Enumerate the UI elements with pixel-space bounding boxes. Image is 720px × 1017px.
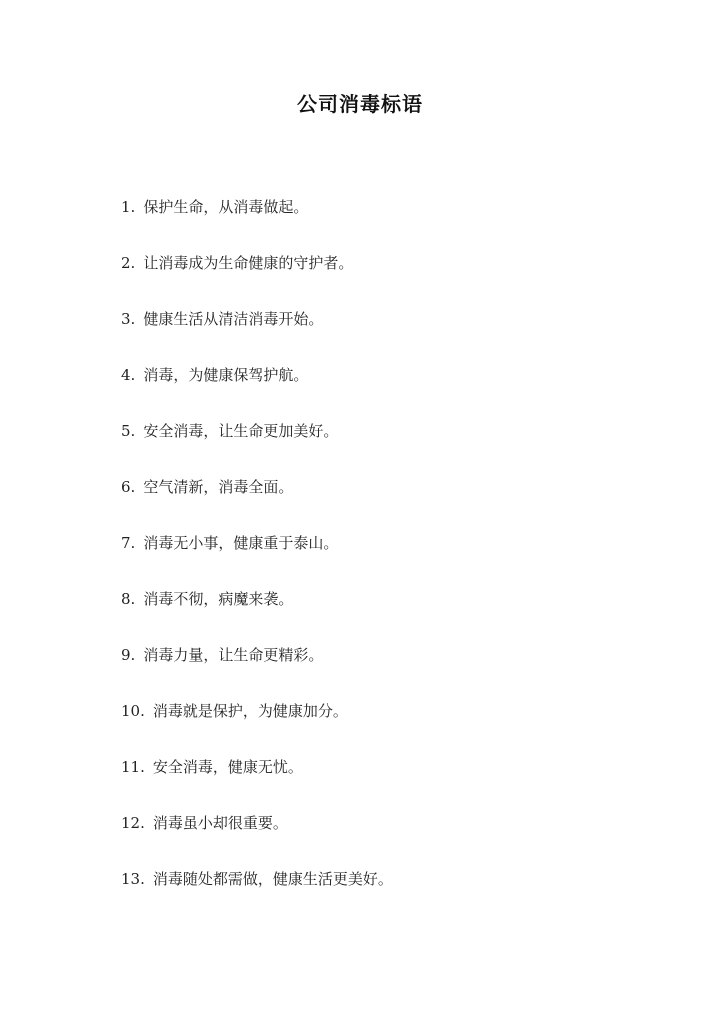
list-item [121,533,393,589]
list-item [121,645,393,701]
list-item-text: 消毒随处都需做，健康生活更美好。 [152,870,393,888]
list-item-number: 1. [121,198,136,216]
list-item-number: 7. [121,534,136,552]
list-item [121,365,393,421]
list-item [121,813,393,869]
list-item-number: 10. [121,702,145,720]
list-item-text: 消毒虽小却很重要。 [152,814,288,832]
list-item [121,197,393,253]
list-item-number: 5. [121,422,136,440]
page-title: 公司消毒标语 [297,92,423,116]
list-item-text: 空气清新，消毒全面。 [143,478,294,496]
list-item [121,869,393,925]
list-item-number: 4. [121,366,136,384]
list-item [121,253,393,309]
list-item-text: 消毒无小事，健康重于泰山。 [143,534,339,552]
list-item-text: 消毒力量，让生命更精彩。 [143,646,324,664]
list-item-number: 8. [121,590,136,608]
list-item-number: 13. [121,870,145,888]
list-item-number: 2. [121,254,136,272]
list-item-text: 安全消毒，让生命更加美好。 [143,422,339,440]
list-item-number: 11. [121,758,145,776]
list-item-text: 消毒就是保护，为健康加分。 [152,702,348,720]
list-item [121,421,393,477]
list-item-text: 让消毒成为生命健康的守护者。 [143,254,354,272]
list-item-text: 保护生命，从消毒做起。 [143,198,309,216]
list-item [121,757,393,813]
list-item-text: 健康生活从清洁消毒开始。 [143,310,324,328]
list-item [121,477,393,533]
list-item [121,589,393,645]
slogan-list [121,197,393,925]
list-item [121,701,393,757]
list-item-number: 3. [121,310,136,328]
list-item-number: 6. [121,478,136,496]
list-item-text: 消毒不彻，病魔来袭。 [143,590,294,608]
list-item [121,309,393,365]
list-item-number: 9. [121,646,136,664]
list-item-text: 安全消毒，健康无忧。 [152,758,303,776]
list-item-number: 12. [121,814,145,832]
list-item-text: 消毒，为健康保驾护航。 [143,366,309,384]
